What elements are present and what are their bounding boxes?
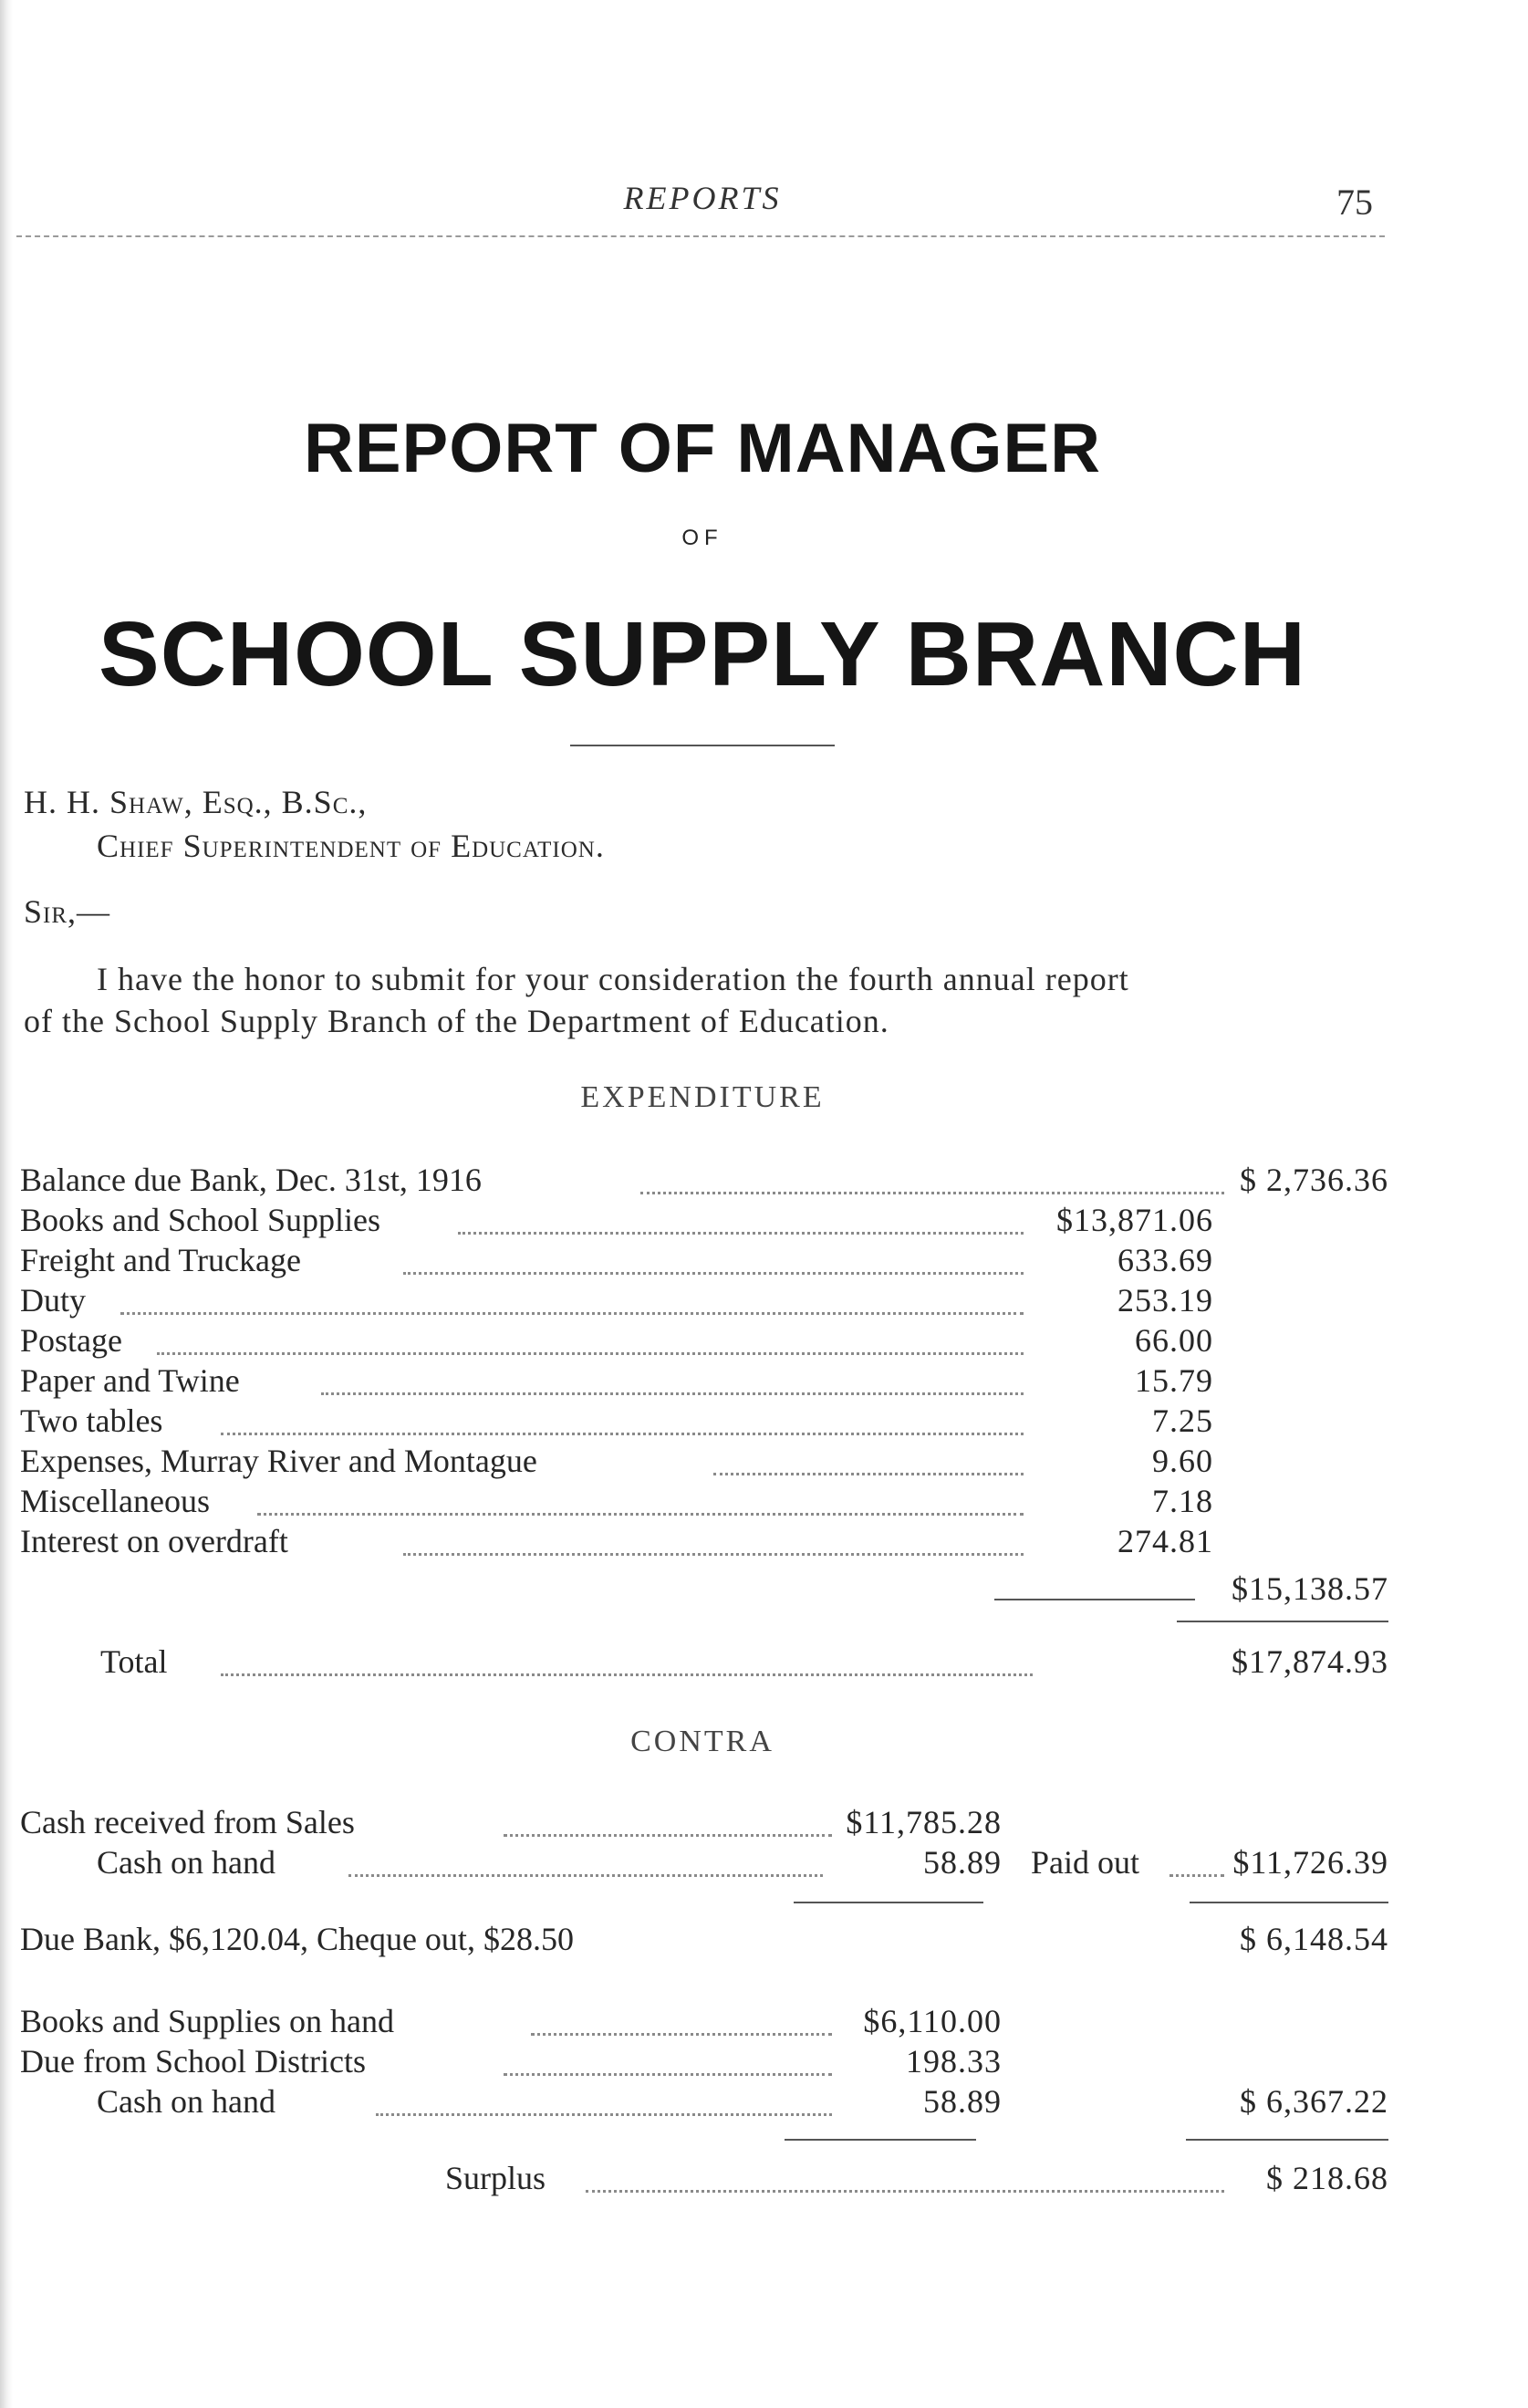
expenditure-item-amount: 253.19 [1112,1281,1213,1319]
contra-sales-row [20,1803,1388,1845]
cash-on-hand-amount: 58.89 [918,1843,1002,1882]
expenditure-item-row [20,1402,1388,1444]
expenditure-item-amount: 633.69 [1112,1241,1213,1279]
expenditure-item-amount: $13,871.06 [1051,1201,1213,1239]
paid-out-amount: $11,726.39 [1227,1843,1388,1882]
balance-amount: $ 2,736.36 [1234,1161,1388,1199]
expenditure-item-amount: 7.25 [1147,1402,1213,1440]
expenditure-item-label: Two tables [20,1402,170,1440]
total-amount: $17,874.93 [1226,1642,1388,1681]
sales-label: Cash received from Sales [20,1803,362,1841]
page-binding-shadow [0,0,13,2408]
assets-rule [785,2139,976,2141]
salutation: Sir,— [24,893,111,930]
expenditure-item-amount: 7.18 [1147,1482,1213,1520]
page-number: 75 [1336,182,1373,223]
expenditure-balance-row [20,1161,1388,1203]
report-title: REPORT OF MANAGER [303,410,1102,487]
expenditure-item-row [20,1201,1388,1243]
cash-on-hand-label: Cash on hand [97,1843,283,1882]
contra-due-bank-row [20,1920,1388,1962]
sales-amount: $11,785.28 [840,1803,1002,1841]
contra-surplus-row [20,2159,1388,2201]
due-bank-label: Due Bank, $6,120.04, Cheque out, $28.50 [20,1920,581,1958]
expenditure-item-row [20,1361,1388,1403]
total-rule [1177,1621,1388,1622]
expenditure-subtotal-row [20,1569,1388,1611]
total-label: Total [100,1642,174,1681]
title-divider [570,745,835,746]
intro-line-1: I have the honor to submit for your consideration the fourth annual report [97,961,1129,997]
expenditure-item-label: Expenses, Murray River and Montague [20,1442,545,1480]
expenditure-item-row [20,1281,1388,1323]
cash-on-hand-amount: 58.89 [918,2082,1002,2121]
intro-line-2: of the School Supply Branch of the Department of Education. [24,1003,889,1039]
branch-title: SCHOOL SUPPLY BRANCH [99,603,1306,705]
assets-total-rule [1186,2139,1388,2141]
expenditure-item-label: Postage [20,1321,130,1360]
expenditure-item-amount: 9.60 [1147,1442,1213,1480]
expenditure-item-amount: 15.79 [1129,1361,1213,1400]
expenditure-item-row [20,1522,1388,1564]
contra-cash-row [20,1843,1388,1885]
expenditure-item-row [20,1482,1388,1524]
expenditure-item-row [20,1321,1388,1363]
expenditure-total-row [20,1642,1388,1684]
books-on-hand-label: Books and Supplies on hand [20,2002,401,2040]
expenditure-item-row [20,1442,1388,1484]
books-on-hand-amount: $6,110.00 [858,2002,1002,2040]
report-title-of: OF [681,526,723,550]
contra-cash-row [20,2082,1388,2124]
paid-out-rule [1190,1902,1388,1903]
expenditure-item-label: Duty [20,1281,93,1319]
expenditure-subtotal: $15,138.57 [1226,1569,1388,1608]
sales-rule [794,1902,983,1903]
expenditure-item-label: Interest on overdraft [20,1522,296,1560]
balance-label: Balance due Bank, Dec. 31st, 1916 [20,1161,489,1199]
running-header: REPORTS [623,180,782,216]
expenditure-item-label: Books and School Supplies [20,1201,388,1239]
due-bank-amount: $ 6,148.54 [1234,1920,1388,1958]
contra-books-row [20,2002,1388,2044]
expenditure-item-amount: 274.81 [1112,1522,1213,1560]
expenditure-item-label: Miscellaneous [20,1482,217,1520]
contra-districts-row [20,2042,1388,2084]
due-districts-label: Due from School Districts [20,2042,373,2080]
addressee-position: Chief Superintendent of Education. [97,828,605,864]
expenditure-item-row [20,1241,1388,1283]
addressee-name: H. H. Shaw, Esq., B.Sc., [24,784,368,820]
paid-out-label: Paid out [1025,1843,1147,1882]
header-rule [16,235,1385,237]
due-districts-amount: 198.33 [900,2042,1002,2080]
surplus-amount: $ 218.68 [1261,2159,1388,2197]
expenditure-item-amount: 66.00 [1129,1321,1213,1360]
expenditure-heading: EXPENDITURE [580,1080,825,1114]
contra-heading: CONTRA [630,1725,774,1758]
cash-on-hand-label: Cash on hand [97,2082,283,2121]
assets-total-amount: $ 6,367.22 [1234,2082,1388,2121]
expenditure-item-label: Paper and Twine [20,1361,247,1400]
expenditure-item-label: Freight and Truckage [20,1241,308,1279]
surplus-label: Surplus [445,2159,553,2197]
